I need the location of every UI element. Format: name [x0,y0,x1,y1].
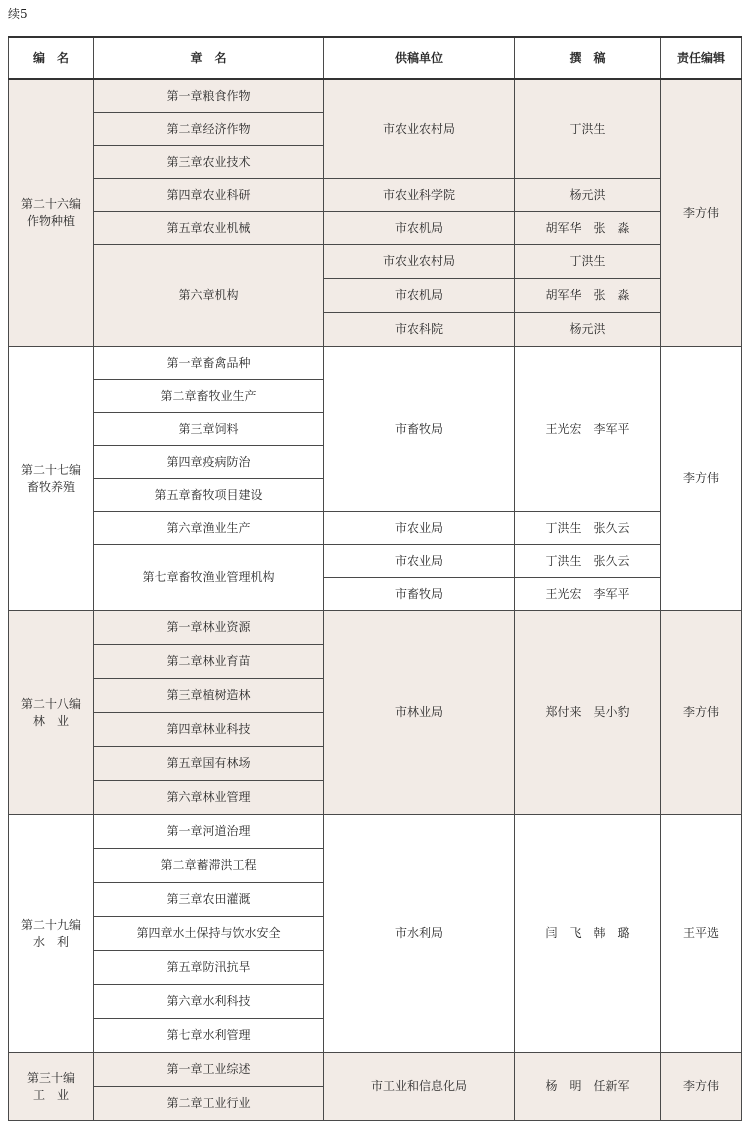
chapter-cell: 第一章畜禽品种 [94,347,324,380]
table-row [9,611,742,645]
author-cell: 丁洪生 [515,245,661,279]
volume-30-line1: 第三十编 [26,1070,75,1085]
volume-26-line1: 第二十六编 [20,197,81,211]
chapter-cell: 第一章粮食作物 [94,79,324,113]
author-cell: 胡军华 张 淼 [515,212,661,245]
chapter-cell: 第二章蓄滞洪工程 [94,849,324,883]
volume-28-name [9,611,94,815]
chapter-cell: 第四章疫病防治 [94,446,324,479]
chapter-cell: 第五章国有林场 [94,747,324,781]
volume-26-name [9,79,94,347]
table-row [9,347,742,380]
chapter-cell: 第六章渔业生产 [94,512,324,545]
unit-cell: 市农科院 [324,313,515,347]
chapter-cell: 第四章农业科研 [94,179,324,212]
chapter-cell: 第七章畜牧渔业管理机构 [94,545,324,611]
volume-29-editor: 王平选 [661,815,742,1053]
volume-28-line1: 第二十八编 [20,696,81,711]
unit-cell: 市水利局 [324,815,515,1053]
editorial-table [8,36,742,1121]
header-row [9,37,742,79]
chapter-cell: 第五章农业机械 [94,212,324,245]
unit-cell: 市农业局 [324,512,515,545]
unit-cell: 市林业局 [324,611,515,815]
volume-27-line1: 第二十七编 [20,462,81,477]
chapter-cell: 第七章水利管理 [94,1019,324,1053]
table-row [9,815,742,849]
chapter-cell: 第四章水土保持与饮水安全 [94,917,324,951]
unit-cell: 市工业和信息化局 [324,1053,515,1121]
chapter-cell: 第三章农田灌溉 [94,883,324,917]
chapter-cell: 第二章经济作物 [94,113,324,146]
chapter-cell: 第五章防汛抗旱 [94,951,324,985]
unit-cell: 市农机局 [324,279,515,313]
table-row [9,1053,742,1087]
author-cell: 丁洪生 张久云 [515,512,661,545]
volume-29-line1: 第二十九编 [20,917,81,932]
volume-26-editor: 李方伟 [661,79,742,347]
author-cell: 杨元洪 [515,179,661,212]
chapter-cell: 第二章畜牧业生产 [94,380,324,413]
chapter-cell: 第四章林业科技 [94,713,324,747]
chapter-cell: 第三章饲料 [94,413,324,446]
volume-27-editor: 李方伟 [661,347,742,611]
author-cell: 郑付来 吴小豹 [515,611,661,815]
unit-cell: 市畜牧局 [324,578,515,611]
volume-28-line2: 林 业 [32,713,69,728]
author-cell: 闫 飞 韩 璐 [515,815,661,1053]
unit-cell: 市农业局 [324,545,515,578]
chapter-cell: 第二章工业行业 [94,1087,324,1121]
volume-30-name [9,1053,94,1121]
table-row [9,179,742,212]
table-caption: 续5 [8,7,28,21]
chapter-cell: 第五章畜牧项目建设 [94,479,324,512]
volume-27-line2: 畜牧养殖 [26,479,75,494]
chapter-cell: 第三章农业技术 [94,146,324,179]
chapter-cell: 第六章机构 [94,245,324,347]
unit-cell: 市农业农村局 [324,79,515,179]
chapter-cell: 第二章林业育苗 [94,645,324,679]
volume-29-line2: 水 利 [32,934,69,949]
author-cell: 王光宏 李军平 [515,347,661,512]
volume-28-editor: 李方伟 [661,611,742,815]
volume-29-name [9,815,94,1053]
chapter-cell: 第六章林业管理 [94,781,324,815]
chapter-cell: 第一章工业综述 [94,1053,324,1087]
author-cell: 丁洪生 张久云 [515,545,661,578]
chapter-cell: 第一章林业资源 [94,611,324,645]
unit-cell: 市农业科学院 [324,179,515,212]
volume-27-name [9,347,94,611]
unit-cell: 市畜牧局 [324,347,515,512]
header-chapter: 章 名 [94,37,324,79]
chapter-cell: 第六章水利科技 [94,985,324,1019]
chapter-cell: 第一章河道治理 [94,815,324,849]
author-cell: 杨元洪 [515,313,661,347]
author-cell: 丁洪生 [515,79,661,179]
header-editor: 责任编辑 [661,37,742,79]
chapter-cell: 第三章植树造林 [94,679,324,713]
header-volume: 编 名 [9,37,94,79]
author-cell: 胡军华 张 淼 [515,279,661,313]
header-unit: 供稿单位 [324,37,515,79]
table-row [9,212,742,245]
table-row [9,245,742,279]
author-cell: 王光宏 李军平 [515,578,661,611]
unit-cell: 市农机局 [324,212,515,245]
table-row [9,545,742,578]
header-author: 撰 稿 [515,37,661,79]
volume-26-line2: 作物种植 [26,214,75,228]
table-row [9,79,742,113]
author-cell: 杨 明 任新军 [515,1053,661,1121]
volume-30-line2: 工 业 [32,1087,69,1102]
volume-30-editor: 李方伟 [661,1053,742,1121]
unit-cell: 市农业农村局 [324,245,515,279]
table-row [9,512,742,545]
